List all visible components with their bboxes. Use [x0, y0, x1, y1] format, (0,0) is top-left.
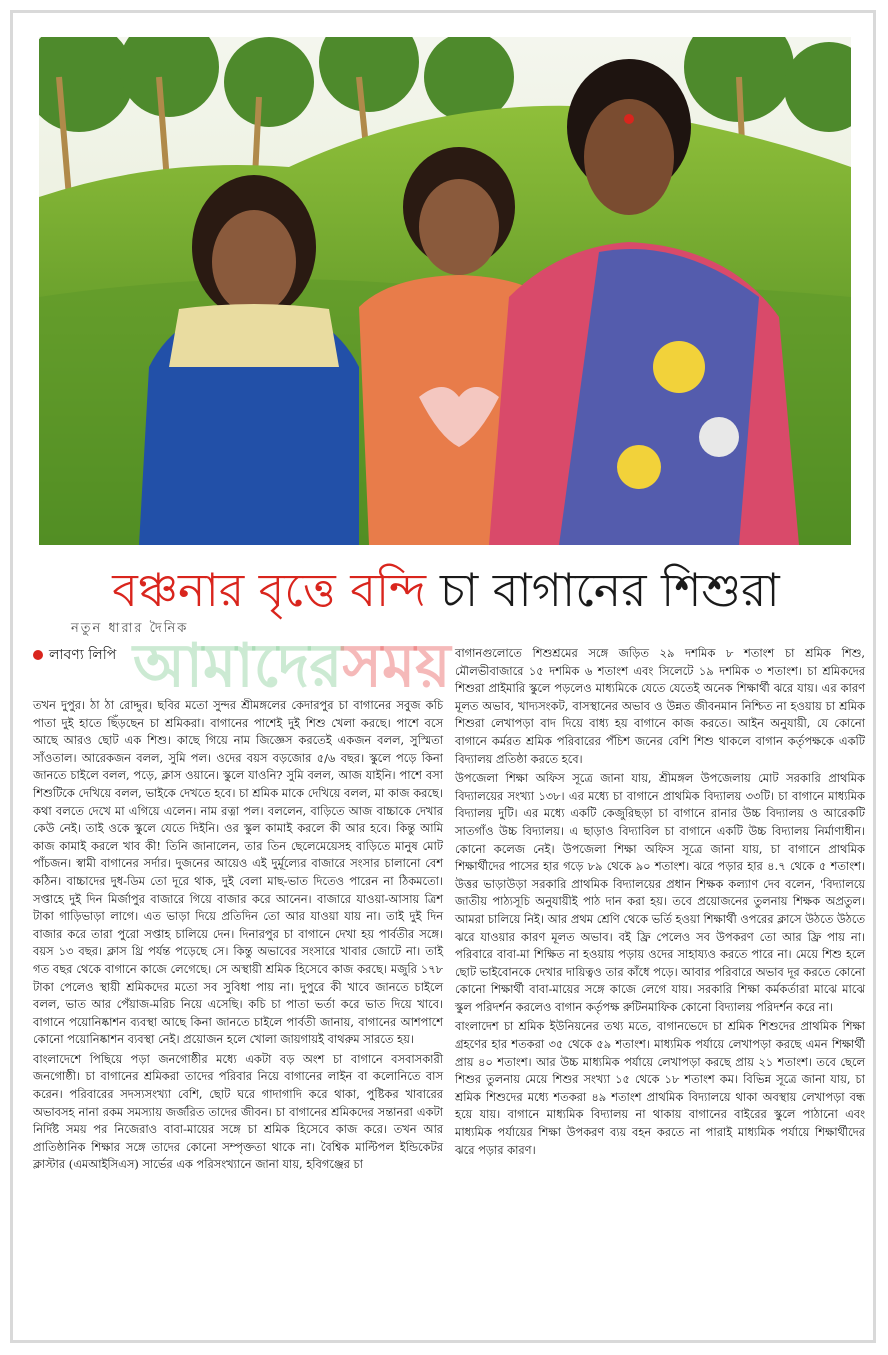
author-name: লাবণ্য লিপি — [49, 647, 117, 663]
article-column-right — [455, 645, 865, 1161]
article-paragraph: বাংলাদেশে পিছিয়ে পড়া জনগোষ্ঠীর মধ্যে একটা বড় অংশ চা বাগানে বসবাসকারী জনগোষ্ঠী। চা বাগানের শ্রমিকরা তাদের পরিবার নিয়ে বাগানের লাইন বা কলোনিতে বাস করেন। পরিবারের সদস্যসংখ্যা বেশি, ছোট ঘরে গাদাগাদি করে থাকা, পুষ্টিকর খাবারের অভাবসহ নানা রকম সমস্যায় জর্জরিত তাদের জীবন। চা বাগানের শ্রমিকদের সন্তানরা একটা নির্দিষ্ট সময় পর নিজেরাও বাবা-মায়ের সঙ্গে চা শ্রমিক হিসেবে কাজ করে। তখন আর প্রাতিষ্ঠানিক শিক্ষার সঙ্গে তাদের কোনো সম্পৃক্ততা থাকে না। বৈশ্বিক মাল্টিপল ইন্ডিকেটর ক্লাস্টার (এমআইসিএস) সার্ভের এক পরিসংখ্যানে জানা যায়, হবিগঞ্জের চা — [33, 1051, 443, 1172]
newspaper-clipping — [10, 10, 876, 1343]
author-byline — [33, 643, 116, 667]
watermark-part-2: সময় — [342, 631, 451, 701]
tea-garden-photo — [39, 37, 851, 545]
article-paragraph: উপজেলা শিক্ষা অফিস সূত্রে জানা যায়, শ্রীমঙ্গল উপজেলায় মোট সরকারি প্রাথমিক বিদ্যালয়ের সংখ্যা ১৩৮। এর মধ্যে চা বাগানে প্রাথমিক বিদ্যালয় ৩৩টি। চা বাগানে মাধ্যমিক বিদ্যালয় দুটি। এর মধ্যে একটি কেজুরিছড়া চা বাগানে রানার উচ্চ বিদ্যালয় ও আরেকটি সাতগাঁও উচ্চ বিদ্যালয়। এ ছাড়াও বিদ্যাবিল চা বাগানে একটি উচ্চ বিদ্যালয় নির্মাণাধীন। কোনো কলেজ নেই। উপজেলা শিক্ষা অফিস সূত্রে জানা যায়, চা বাগানে প্রাথমিক শিক্ষার্থীদের পাসের হার গড়ে ৮৯ থেকে ৯০ শতাংশ। ঝরে পড়ার হার ৪.৭ থেকে ৫ শতাংশ। উত্তর ভাড়াউড়া সরকারি প্রাথমিক বিদ্যালয়ের প্রধান শিক্ষক কল্যাণ দেব বলেন, 'বিদ্যালয়ে জাতীয় পাঠ্যসূচি অনুযায়ীই পাঠ দান করা হয়। তবে প্রয়োজনের তুলনায় শিক্ষক অপ্রতুল। আমরা চালিয়ে নিই। আর প্রথম শ্রেণি থেকে ভর্তি হওয়া শিক্ষার্থী ওপরের ক্লাসে উঠতে উঠতে ঝরে যাওয়ার কারণ মূলত অভাব। বই ফ্রি পেলেও সব উপকরণ তো আর ফ্রি পায় না। পরিবারে বাবা-মা শিক্ষিত না হওয়ায় পড়ায় ওদের সাহায্যও করতে পারে না। মেয়ে শিশু হলে ছোট ভাইবোনকে দেখার দায়িত্বও তার কাঁধে পড়ে। আবার পরিবারে অভাব দূর করতে কোনো কোনো শিক্ষার্থী বাবা-মায়ের সঙ্গে কাজে লেগে যায়। সরকারি শিক্ষা কর্মকর্তারা মাঝে মাঝে স্কুল পরিদর্শন করলেও বাগান কর্তৃপক্ষ রুটিনমাফিক কোনো বিদ্যালয় পরিদর্শন করে না। — [455, 771, 865, 1014]
headline — [31, 555, 861, 625]
article-paragraph: বাংলাদেশ চা শ্রমিক ইউনিয়নের তথ্য মতে, বাগানভেদে চা শ্রমিক শিশুদের প্রাথমিক শিক্ষা গ্রহণের হার শতকরা ৩৫ থেকে ৫৯ শতাংশ। মাধ্যমিক পর্যায়ে লেখাপড়া করছে এমন শিক্ষার্থী প্রায় ৪০ শতাংশ। আর উচ্চ মাধ্যমিক পর্যায়ে লেখাপড়া করছে প্রায় ২১ শতাংশ। তবে ছেলে শিশুর তুলনায় মেয়ে শিশুর সংখ্যা ১৫ থেকে ১৮ শতাংশ কম। বিভিন্ন সূত্রে জানা যায়, চা শ্রমিক শিশুদের মধ্যে শতকরা ৪৯ শতাংশ প্রাথমিক বিদ্যালয়ে থাকা অবস্থায় লেখাপড়া বন্ধ হয়ে যায়। বাগানে মাধ্যমিক বিদ্যালয় না থাকায় বাগানের বাইরের স্কুলে পাঠানো এবং মাধ্যমিক পর্যায়ের শিক্ষা উপকরণ ব্যয় বহন করতে না পারাই মাধ্যমিক পর্যায়ে শিক্ষার্থীদের ঝরে পড়ার কারণ। — [455, 1019, 865, 1157]
tea-garden-photo-icon — [39, 37, 851, 545]
article-paragraph: তখন দুপুর। ঠা ঠা রোদ্দুর। ছবির মতো সুন্দর শ্রীমঙ্গলের কেদারপুর চা বাগানের সবুজ কচি পাতা দুই হাতে ছিঁড়ছেন চা শ্রমিকরা। বাগানের পাশেই দুই শিশু খেলা করছে। পাশে বসে আছে আরও ছোট এক শিশু। কাছে গিয়ে নাম জিজ্ঞেস করতেই একজন বলল, সুস্মিতা সাঁওতাল। আরেকজন বলল, সুমি পল। ওদের বয়স বড়জোর ৫/৬ বছর। স্কুলে পড়ে কিনা জানতে চাইলে বলল, পড়ে, ক্লাস ওয়ানে। স্কুলে যাওনি? সুমি বলল, আজ যাইনি। পাশে বসা শিশুটিকে দেখিয়ে বলল, ভাইকে দেখতে হবে। চা শ্রমিক মাকে দেখিয়ে বলল, মা কাজ করছে। কথা বলতে দেখে মা এগিয়ে এলেন। নাম রত্না পল। বললেন, বাড়িতে আজ বাচ্চাকে দেখার কেউ নেই। তাই ওকে স্কুলে যেতে দিইনি। ওর স্কুল কামাই করলে কী আর হবে। কিন্তু আমি কাজ কামাই করলে খাব কী! তিনি জানালেন, তার তিন ছেলেমেয়েসহ বাড়িতে মানুষ মোট পাঁচজন। স্বামী বাগানের সর্দার। দুজনের আয়েও এই দুর্মূল্যের বাজারে সংসার চালানো বেশ কঠিন। বাচ্চাদের দুধ-ডিম তো দূরে থাক, দুই বেলা মাছ-ভাত দিতেও পারেন না ঠিকমতো। সপ্তাহে দুই দিন মির্জাপুর বাজারে গিয়ে বাজার করে আনেন। বাজারে যাওয়া-আসায় ত্রিশ টাকা গাড়িভাড়া লাগে। এত ভাড়া দিয়ে প্রতিদিন তো আর যাওয়া যায় না। তাই দুই দিন বাজার করে তারা পুরো সপ্তাহ চালিয়ে দেন। দিনারপুর চা বাগানে দেখা হয় পার্বতীর সঙ্গে। বয়স ১৩ বছর। ক্লাস থ্রি পর্যন্ত পড়েছে সে। কিন্তু অভাবের সংসারে খাবার জোটে না। তাই গত বছর থেকে বাগানে কাজে লেগেছে। সে অস্থায়ী শ্রমিক হিসেবে কাজ করছে। মজুরি ১৭৮ টাকা পেলেও স্থায়ী শ্রমিকদের মতো সব সুবিধা পায় না। দুপুরে কী খাবে জানতে চাইলে বলল, ভাত আর পেঁয়াজ-মরিচ নিয়ে এসেছি। কচি চা পাতা ভর্তা করে ভাত দিয়ে খাবে। বাগানে পয়োনিষ্কাশন ব্যবস্থা আছে কিনা জানতে চাইলে পার্বতী জানায়, বাগানের আশপাশে কোনো পয়োনিষ্কাশন ব্যবস্থা নেই। প্রয়োজন হলে খোলা জায়গায়ই বাথরুম সারতে হয়। — [33, 698, 443, 1047]
paper-name: নতুন ধারার দৈনিক — [71, 621, 189, 636]
bullet-dot-icon — [33, 650, 43, 660]
watermark-part-1: আমাদের — [133, 631, 343, 701]
article-column-left — [33, 697, 443, 1176]
headline-black-part: চা বাগানের শিশুরা — [440, 563, 780, 617]
headline-red-part: বঞ্চনার বৃত্তে বন্দি — [112, 563, 427, 617]
article-paragraph: বাগানগুলোতে শিশুশ্রমের সঙ্গে জড়িত ২৯ দশমিক ৮ শতাংশ চা শ্রমিক শিশু, মৌলভীবাজারে ১৫ দশমিক ৬ শতাংশ এবং সিলেটে ১৯ দশমিক ৩ শতাংশ। চা শ্রমিকদের শিশুরা প্রাইমারি স্কুলে পড়লেও মাধ্যমিকে যেতে যেতেই অনেক শিক্ষার্থী ঝরে যায়। এর কারণ মূলত অভাব, খাদ্যসংকট, বাসস্থানের অভাব ও উন্নত জীবনমান নিশ্চিত না হওয়ায় চা শ্রমিক শিশুরা লেখাপড়া বাদ দিয়ে বাধ্য হয় বাগানে কাজ করতে। আইন অনুযায়ী, যে কোনো বাগানে কর্মরত শ্রমিক পরিবারের পঁচিশ জনের বেশি শিশু থাকলে বাগান কর্তৃপক্ষকে একটি বিদ্যালয় প্রতিষ্ঠা করতে হবে। — [455, 646, 865, 766]
